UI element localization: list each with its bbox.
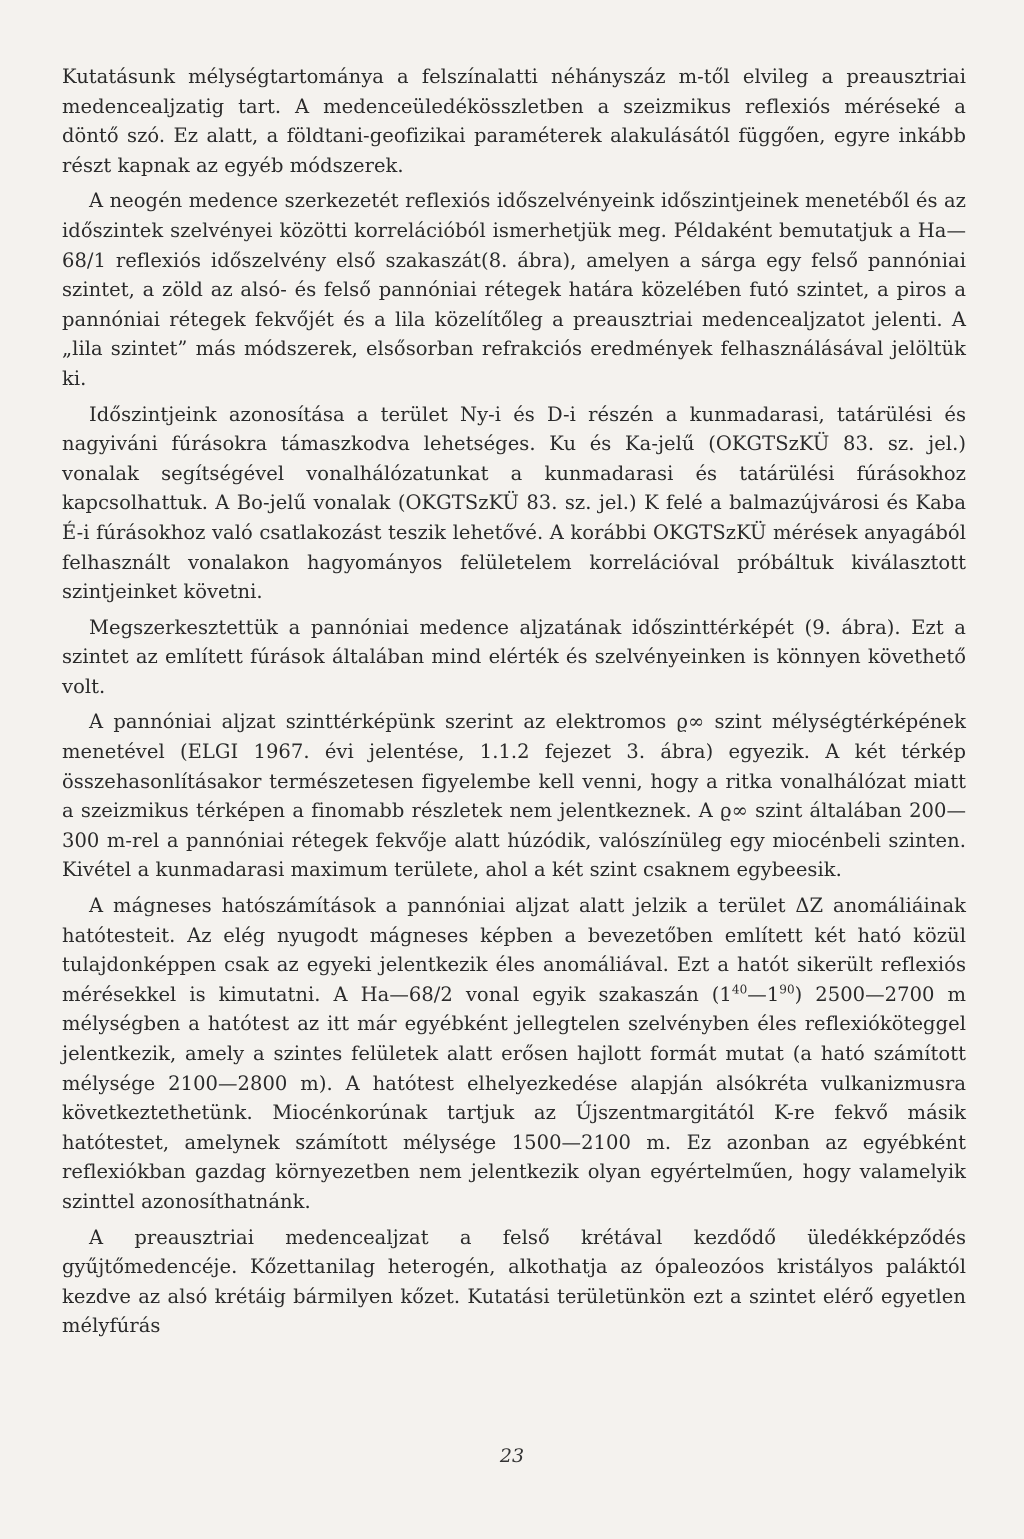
paragraph [62,1223,966,1341]
paragraph [62,186,966,393]
paragraph-text: A neogén medence szerkezetét reflexiós időszelvényeink időszintjeinek menetéből és az időszintek szelvényei közötti korrelációból ismerhetjük meg. Példaként bemutatjuk a Ha—68/1 reflexiós időszelvény első szakaszát(8. ábra), amelyen a sárga egy felső pannóniai szintet, a zöld az alsó- és felső pannóniai rétegek határa közelében futó szintet, a piros a pannóniai rétegek fekvőjét és a lila közelítőleg a preausztriai medencealjzatot jelenti. A „lila szintet” más módszerek, elsősorban refrakciós eredmények felhasználásával jelöltük ki. [62,189,966,390]
paragraph [62,400,966,607]
paragraph [62,707,966,885]
page-number: 23 [499,1445,525,1467]
paragraph-text: A pannóniai aljzat szinttérképünk szerint az elektromos ϱ∞ szint mélységtérképének menetével (ELGI 1967. évi jelentése, 1.1.2 fejezet 3. ábra) egyezik. A két térkép összehasonlításakor természetesen figyelembe kell venni, hogy a ritka vonalhálózat miatt a szeizmikus térképen a finomabb részletek nem jelentkeznek. A ϱ∞ szint általában 200—300 m-rel a pannóniai rétegek fekvője alatt húzódik, valószínüleg egy miocénbeli szinten. Kivétel a kunmadarasi maximum területe, ahol a két szint csaknem egybeesik. [62,710,966,882]
document-page [62,62,966,1347]
paragraph-text: Időszintjeink azonosítása a terület Ny-i és D-i részén a kunmadarasi, tatárülési és nagyiváni fúrásokra támaszkodva lehetséges. Ku és Ka-jelű (OKGTSzKÜ 83. sz. jel.) vonalak segítségével vonalhálózatunkat a kunmadarasi és tatárülési fúrásokhoz kapcsolhattuk. A Bo-jelű vonalak (OKGTSzKÜ 83. sz. jel.) K felé a balmazújvárosi és Kaba É-i fúrásokhoz való csatlakozást teszik lehetővé. A korábbi OKGTSzKÜ mérések anyagából felhasznált vonalakon hagyományos felületelem korrelációval próbáltuk kiválasztott szintjeinket követni. [62,402,966,604]
paragraph-text: —1 [747,982,780,1006]
superscript-text: 90 [779,982,795,997]
paragraph-text: ) 2500—2700 m mélységben a hatótest az itt már egyébként jellegtelen szelvényben éles reflexióköteggel jelentkezik, amely a szintes felületek alatt erősen hajlott formát mutat (a ható számított mélysége 2100—2800 m). A hatótest elhelyezkedése alapján alsókréta vulkanizmusra következtethetünk. Miocénkorúnak tartjuk az Újszentmargitától K-re fekvő másik hatótestet, amelynek számított mélysége 1500—2100 m. Ez azonban az egyébként reflexiókban gazdag környezetben nem jelentkezik olyan egyértelműen, hogy valamelyik szinttel azonosíthatnánk. [62,982,966,1213]
paragraph-text: A preausztriai medencealjzat a felső krétával kezdődő üledékképződés gyűjtőmedencéje. Kőzettanilag heterogén, alkothatja az ópaleozóos kristályos paláktól kezdve az alsó krétáig bármilyen kőzet. Kutatási területünkön ezt a szintet elérő egyetlen mélyfúrás [62,1225,966,1338]
paragraph-text: Kutatásunk mélységtartománya a felszínalatti néhányszáz m-től elvileg a preausztriai medencealjzatig tart. A medenceüledékösszletben a szeizmikus reflexiós méréseké a döntő szó. Ez alatt, a földtani-geofizikai paraméterek alakulásától függően, egyre inkább részt kapnak az egyéb módszerek. [62,65,966,177]
paragraph-text: Megszerkesztettük a pannóniai medence aljzatának időszinttérképét (9. ábra). Ezt a szintet az említett fúrások általában mind elérték és szelvényeinken is könnyen követhető volt. [62,615,966,698]
paragraph [62,62,966,180]
paragraph [62,613,966,702]
paragraph-text: A mágneses hatószámítások a pannóniai aljzat alatt jelzik a terület ΔZ anomáliáinak hatótesteit. Az elég nyugodt mágneses képben a bevezetőben említett két ható közül tulajdonképpen csak az egyeki jelentkezik éles anomáliával. Ezt a hatót sikerült reflexiós mérésekkel is kimutatni. A Ha—68/2 vonal egyik szakaszán (1 [62,894,966,1006]
superscript-text: 40 [731,982,748,997]
paragraph [62,891,966,1217]
